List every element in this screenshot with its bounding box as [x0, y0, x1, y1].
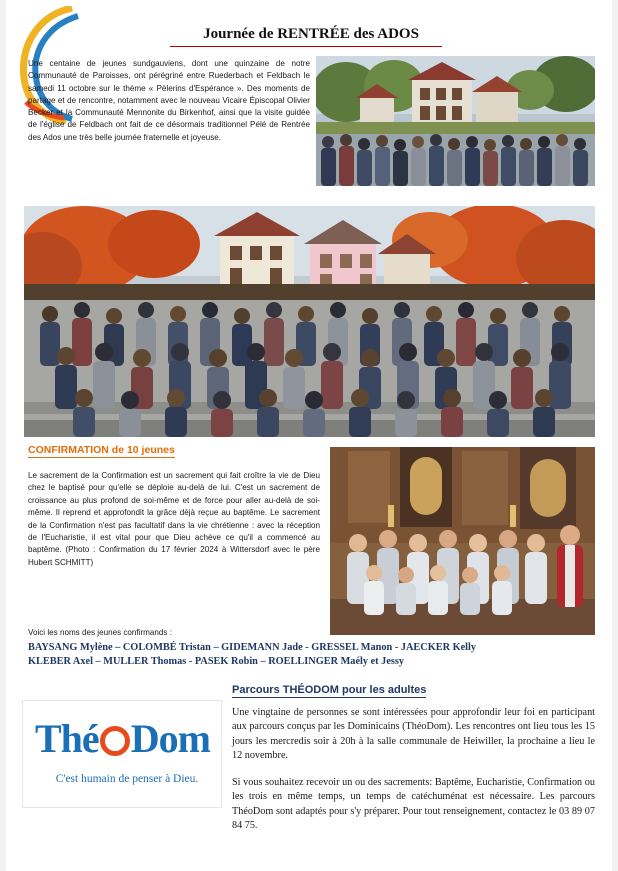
page-title: Journée de RENTRÉE des ADOS	[203, 26, 419, 42]
page-edge-right	[612, 0, 618, 871]
photo-group-on-steps	[24, 206, 595, 437]
theodom-logo-wordmark	[35, 715, 210, 762]
confirmation-names-line-1: BAYSANG Mylène – COLOMBÉ Tristan – GIDEMANN Jade - GRESSEL Manon - JAECKER Kelly	[28, 642, 477, 653]
page-edge-left	[0, 0, 6, 871]
intro-paragraph: Une centaine de jeunes sundgauviens, dont une quinzaine de notre Communauté de Paroisses, ont pérégriné entre Ruederbach et Feldbach le samedi 11 octobre sur le thème « Pèlerins d'Espérance ». Des moments de partage et de rencontre, notamment avec le nouveau Vicaire Épiscopal Olivier Becker et la Communauté Mennonite du Birkenhof, ainsi que la visite guidée de l'église de Feldbach ont fait de ce désormais traditionnel Pélé de Rentrée des Ados une très belle journée fraternelle et joyeuse.	[28, 59, 310, 142]
confirmation-paragraph: Le sacrement de la Confirmation est un sacrement qui fait croître la vie de Dieu chez le baptisé pour qu'elle se déploie au-delà de lui. C'est un sacrement de croissance au plus profond de soi-même et de force pour aller au-delà de soi-même. Il reprend et approfondit la grâce déjà reçue au baptême. Le sacrement de la Confirmation n'est pas facultatif dans la vie chrétienne : avec la réception de l'Eucharistie, il est vital pour que Dieu achève ce qu'il a commencé au baptême. (Photo : Confirmation du 17 février 2024 à Wittersdorf avec le père Hubert SCHMITT)	[28, 471, 320, 567]
confirmation-names	[28, 641, 594, 669]
theodom-logo-text-2: Dom	[130, 716, 210, 761]
confirmation-names-line-2: KLEBER Axel – MULLER Thomas - PASEK Robin – ROELLINGER Maély et Jessy	[28, 655, 405, 667]
title-underline	[170, 46, 442, 47]
theodom-paragraph-1: Une vingtaine de personnes se sont intéressées pour approfondir leur foi en participant aux parcours conçus par les Dominicains (ThéoDom). Les rencontres ont lieu tous les 15 jours les mercredis soir à 20h à la salle communale de Heiwiller, la prochaine a lieu le 12 novembre.	[232, 707, 595, 762]
photo-confirmation-group	[330, 447, 595, 635]
photo-crowd-outside-church	[316, 56, 595, 186]
confirmation-heading	[28, 444, 175, 456]
theodom-paragraph-2: Si vous souhaitez recevoir un ou des sacrements: Baptême, Eucharistie, Confirmation ou les trois en même temps, un temps de catéchuménat est nécessaire. Les parcours ThéoDom sont adaptés pour s'y préparer. Pour tout renseignement, contactez le 03 89 07 84 75.	[232, 777, 595, 832]
theodom-logo-o-ring-icon	[100, 726, 130, 756]
confirmation-heading-text: CONFIRMATION de 10 jeunes	[28, 444, 175, 456]
theodom-logo	[22, 700, 222, 808]
theodom-heading	[232, 684, 426, 696]
theodom-logo-tagline: C'est humain de penser à Dieu.	[55, 773, 199, 785]
confirmation-names-intro: Voici les noms des jeunes confirmands :	[28, 628, 172, 637]
theodom-heading-text: Parcours THÉODOM pour les adultes	[232, 684, 427, 696]
theodom-logo-text-1: Thé	[35, 716, 99, 761]
